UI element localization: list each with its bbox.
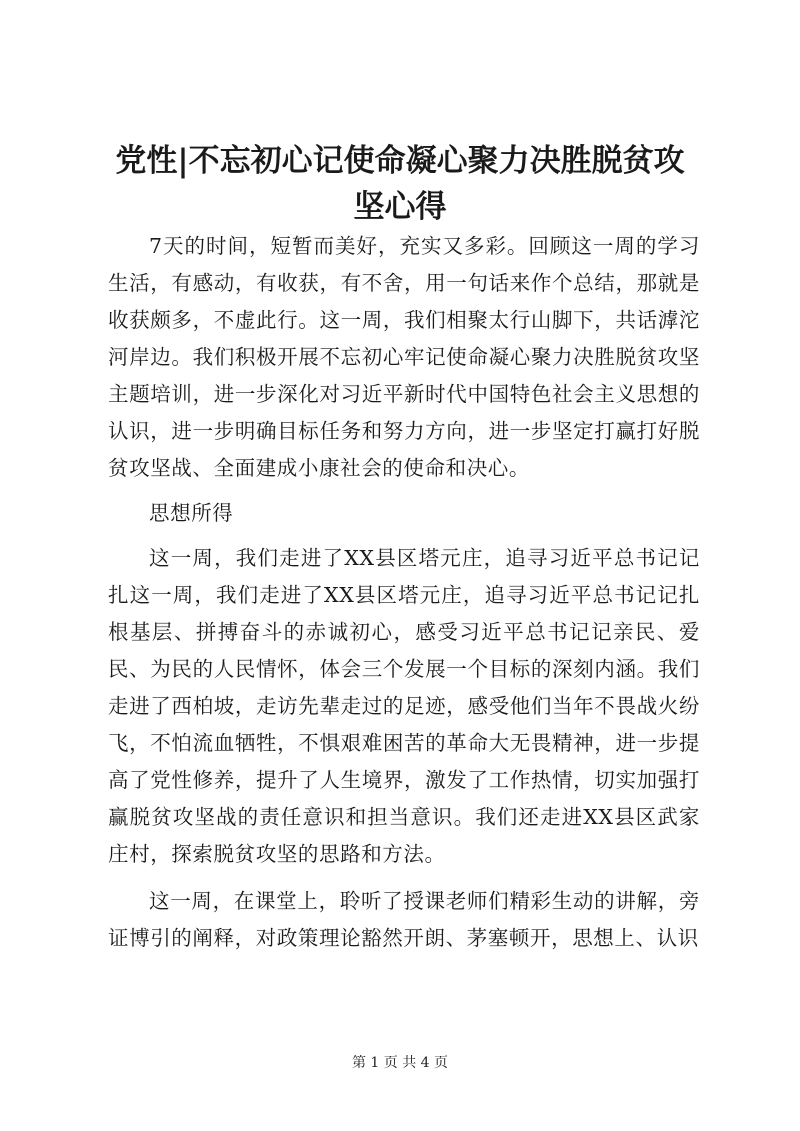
- paragraph-visits: 这一周，我们走进了XX县区塔元庄，追寻习近平总书记记扎这一周，我们走进了XX县区塔元庄，追寻习近平总书记记扎根基层、拼搏奋斗的赤诚初心，感受习近平总书记记亲民、爱民、为民的人民情怀，体会三个发展一个目标的深刻内涵。我们走进了西柏坡，走访先辈走过的足迹，感受他们当年不畏战火纷飞，不怕流血牺牲，不惧艰难困苦的革命大无畏精神，进一步提高了党性修养，提升了人生境界，激发了工作热情，切实加强打赢脱贫攻坚战的责任意识和担当意识。我们还走进XX县区武家庄村，探索脱贫攻坚的思路和方法。: [108, 546, 700, 866]
- section-heading: 思想所得: [149, 501, 234, 525]
- document-body: [108, 228, 700, 957]
- paragraph-intro: 7天的时间，短暂而美好，充实又多彩。回顾这一周的学习生活，有感动，有收获，有不舍，用一句话来作个总结，那就是收获颇多，不虚此行。这一周，我们相聚太行山脚下，共话滹沱河岸边。我们积极开展不忘初心牢记使命凝心聚力决胜脱贫攻坚主题培训，进一步深化对习近平新时代中国特色社会主义思想的认识，进一步明确目标任务和努力方向，进一步坚定打赢打好脱贫攻坚战、全面建成小康社会的使命和决心。: [108, 234, 700, 480]
- document-title: 党性|不忘初心记使命凝心聚力决胜脱贫攻坚心得: [115, 143, 685, 225]
- page-number-footer: 第 1 页 共 4 页: [351, 1055, 449, 1071]
- paragraph-classroom: 这一周，在课堂上，聆听了授课老师们精彩生动的讲解，旁证博引的阐释，对政策理论豁然开朗、茅塞顿开，思想上、认识: [108, 889, 700, 950]
